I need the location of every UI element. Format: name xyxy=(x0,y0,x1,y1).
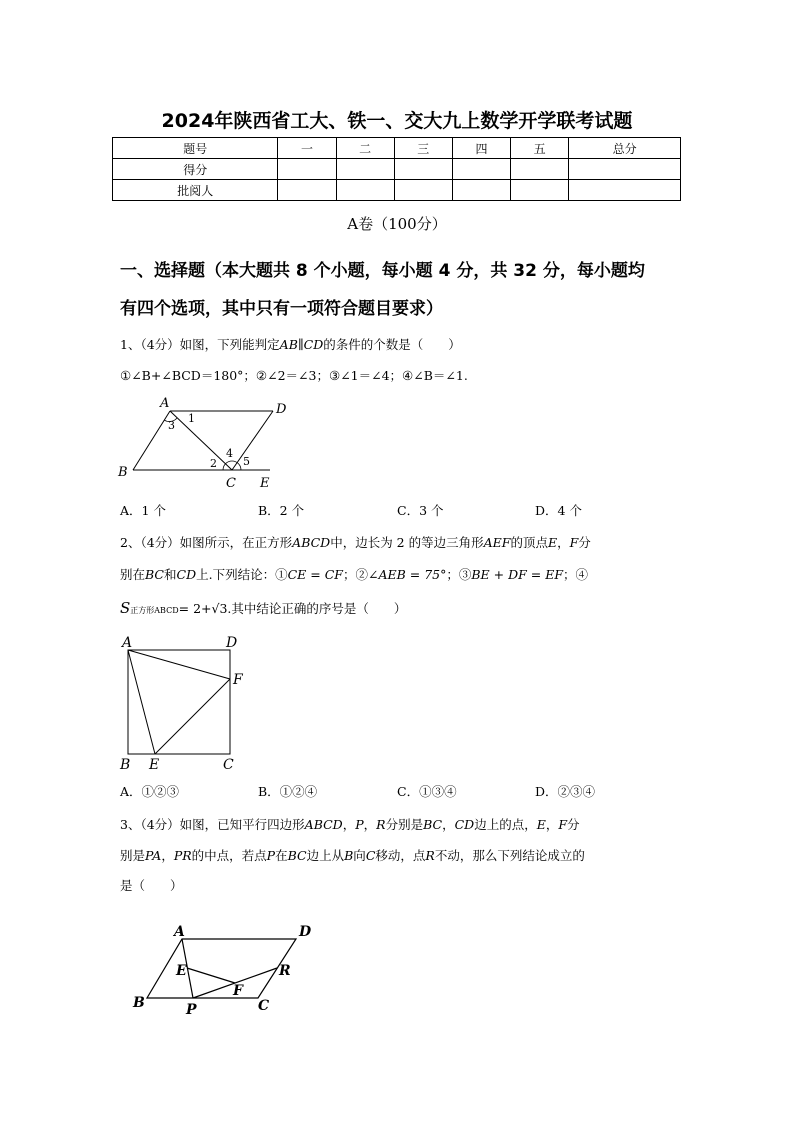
math: BE + DF = EF xyxy=(471,567,564,582)
question-score: （4分） xyxy=(140,817,180,832)
table-row xyxy=(113,159,681,180)
angle-arc xyxy=(223,461,241,470)
label-E: E xyxy=(149,757,160,773)
math-subscript: 正方形ABCD xyxy=(130,606,179,615)
table-cell: 题号 xyxy=(113,138,278,159)
table-cell xyxy=(278,180,336,201)
label-A: A xyxy=(160,396,170,411)
table-cell: 总分 xyxy=(569,138,681,159)
q2-option-b[interactable]: B．①②④ xyxy=(258,784,318,799)
text: ， xyxy=(545,817,559,832)
label-B: B xyxy=(118,465,128,480)
line-CD xyxy=(232,411,273,470)
math: P xyxy=(355,817,364,832)
label-F: F xyxy=(233,983,243,999)
text: ；③ xyxy=(446,567,472,582)
text: 的条件的个数是（ ） xyxy=(323,337,461,352)
text: ；④ xyxy=(563,567,589,582)
q1-stem xyxy=(120,335,461,353)
math: AEF xyxy=(483,535,511,550)
text: 中，边长为 2 的等边三角形 xyxy=(330,535,484,550)
text: 如图所示，在正方形 xyxy=(179,535,293,550)
label-P: P xyxy=(186,1002,197,1018)
volume-heading: A卷（100分） xyxy=(347,215,447,233)
text: 向 xyxy=(353,848,366,863)
label-E: E xyxy=(260,476,270,491)
table-cell: 一 xyxy=(278,138,336,159)
text: 分 xyxy=(578,535,591,550)
question-score: （4分） xyxy=(140,535,180,550)
q3-line1 xyxy=(120,815,580,833)
question-score: （4分） xyxy=(140,337,180,352)
q2-figure xyxy=(115,632,255,772)
text: 分 xyxy=(567,817,580,832)
q3-figure xyxy=(125,918,325,1018)
text: 别在 xyxy=(120,567,146,582)
q1-figure xyxy=(115,397,285,492)
label-4: 4 xyxy=(226,447,233,460)
q1-option-c[interactable]: C．3 个 xyxy=(397,503,444,518)
math: CE = CF xyxy=(287,567,343,582)
label-F: F xyxy=(233,672,243,688)
math: BC xyxy=(287,848,307,863)
q2-line2 xyxy=(120,565,588,583)
text: 上.下列结论：① xyxy=(196,567,288,582)
table-cell: 五 xyxy=(511,138,569,159)
table-cell: 四 xyxy=(452,138,510,159)
text: 移动，点 xyxy=(375,848,426,863)
square-ABCD xyxy=(128,650,230,754)
math: BC xyxy=(423,817,443,832)
label-D: D xyxy=(299,924,312,940)
label-C: C xyxy=(223,757,234,773)
question-number: 3、 xyxy=(120,817,141,832)
text: 边上的点， xyxy=(474,817,537,832)
math: ABCD xyxy=(292,535,331,550)
q1-option-d[interactable]: D．4 个 xyxy=(535,503,582,518)
table-cell: 得分 xyxy=(113,159,278,180)
line-EF xyxy=(155,679,230,754)
math: BC xyxy=(145,567,164,582)
question-number: 1、 xyxy=(120,337,141,352)
label-3: 3 xyxy=(168,419,175,432)
text: ， xyxy=(557,535,570,550)
line-AC xyxy=(170,411,232,470)
line-AF xyxy=(128,650,230,679)
parallelogram-ABCD xyxy=(147,939,296,998)
text: 边上从 xyxy=(306,848,345,863)
table-cell xyxy=(452,180,510,201)
text: 不动，那么下列结论成立的 xyxy=(434,848,585,863)
label-D: D xyxy=(226,635,238,651)
math: PA xyxy=(145,848,162,863)
label-B: B xyxy=(133,995,145,1011)
math: R xyxy=(376,817,386,832)
section-heading-line1: 一、选择题（本大题共 8 个小题，每小题 4 分，共 32 分，每小题均 xyxy=(120,261,645,281)
text: 分别是 xyxy=(385,817,424,832)
math: P xyxy=(266,848,276,863)
text: 和 xyxy=(164,567,177,582)
label-A: A xyxy=(122,635,133,651)
text: ；② xyxy=(342,567,368,582)
table-row xyxy=(113,138,681,159)
table-cell: 批阅人 xyxy=(113,180,278,201)
text: 如图，已知平行四边形 xyxy=(179,817,305,832)
math: = 2+√3 xyxy=(178,601,228,616)
label-2: 2 xyxy=(210,457,217,470)
table-cell: 三 xyxy=(394,138,452,159)
table-cell xyxy=(511,180,569,201)
text: 别是 xyxy=(120,848,146,863)
math: B xyxy=(344,848,354,863)
math: E xyxy=(547,535,558,550)
table-row xyxy=(113,180,681,201)
line-EF xyxy=(187,968,235,983)
q2-option-d[interactable]: D．②③④ xyxy=(535,784,596,799)
table-cell xyxy=(511,159,569,180)
text: 在 xyxy=(275,848,288,863)
math: E xyxy=(536,817,546,832)
text: ， xyxy=(161,848,174,863)
question-number: 2、 xyxy=(120,535,141,550)
table-cell xyxy=(394,180,452,201)
math: CD xyxy=(454,817,475,832)
math: ABCD xyxy=(304,817,343,832)
text: 的顶点 xyxy=(510,535,548,550)
table-cell xyxy=(336,180,394,201)
math: PR xyxy=(173,848,192,863)
math: S xyxy=(120,599,131,617)
table-cell xyxy=(336,159,394,180)
q2-option-c[interactable]: C．①③④ xyxy=(397,784,457,799)
page-title: 2024年陕西省工大、铁一、交大九上数学开学联考试题 xyxy=(161,110,633,132)
label-R: R xyxy=(279,963,291,979)
math: ∠AEB = 75° xyxy=(367,567,447,582)
label-B: B xyxy=(120,757,131,773)
math: F xyxy=(569,535,579,550)
text: .其中结论正确的序号是（ ） xyxy=(227,601,407,616)
label-E: E xyxy=(176,963,187,979)
label-1: 1 xyxy=(188,412,195,425)
math: CD xyxy=(176,567,197,582)
q2-line3 xyxy=(120,599,406,617)
table-cell xyxy=(569,180,681,201)
table-cell xyxy=(394,159,452,180)
math: AB∥CD xyxy=(279,337,324,352)
score-table xyxy=(112,137,681,201)
label-C: C xyxy=(226,476,236,491)
text: ， xyxy=(442,817,455,832)
line-AE xyxy=(128,650,155,754)
text: ， xyxy=(342,817,356,832)
q2-option-a[interactable]: A．①②③ xyxy=(120,784,180,799)
q3-line3: 是（ ） xyxy=(120,878,183,893)
q2-line1 xyxy=(120,533,591,551)
section-heading-line2: 有四个选项，其中只有一项符合题目要求） xyxy=(120,299,443,319)
table-cell xyxy=(569,159,681,180)
math: C xyxy=(365,848,376,863)
q1-option-a[interactable]: A．1 个 xyxy=(120,503,166,518)
table-cell xyxy=(452,159,510,180)
table-cell: 二 xyxy=(336,138,394,159)
q1-conditions: ①∠B+∠BCD＝180°；②∠2＝∠3；③∠1＝∠4；④∠B＝∠1. xyxy=(120,368,468,383)
text: 如图，下列能判定 xyxy=(179,337,280,352)
text: ， xyxy=(363,817,377,832)
math: R xyxy=(425,848,435,863)
label-5: 5 xyxy=(243,455,250,468)
label-C: C xyxy=(258,998,270,1014)
text: 的中点，若点 xyxy=(191,848,267,863)
table-cell xyxy=(278,159,336,180)
label-D: D xyxy=(276,402,287,417)
q3-line2 xyxy=(120,846,585,864)
label-A: A xyxy=(174,924,185,940)
q1-option-b[interactable]: B．2 个 xyxy=(258,503,305,518)
math: F xyxy=(558,817,568,832)
